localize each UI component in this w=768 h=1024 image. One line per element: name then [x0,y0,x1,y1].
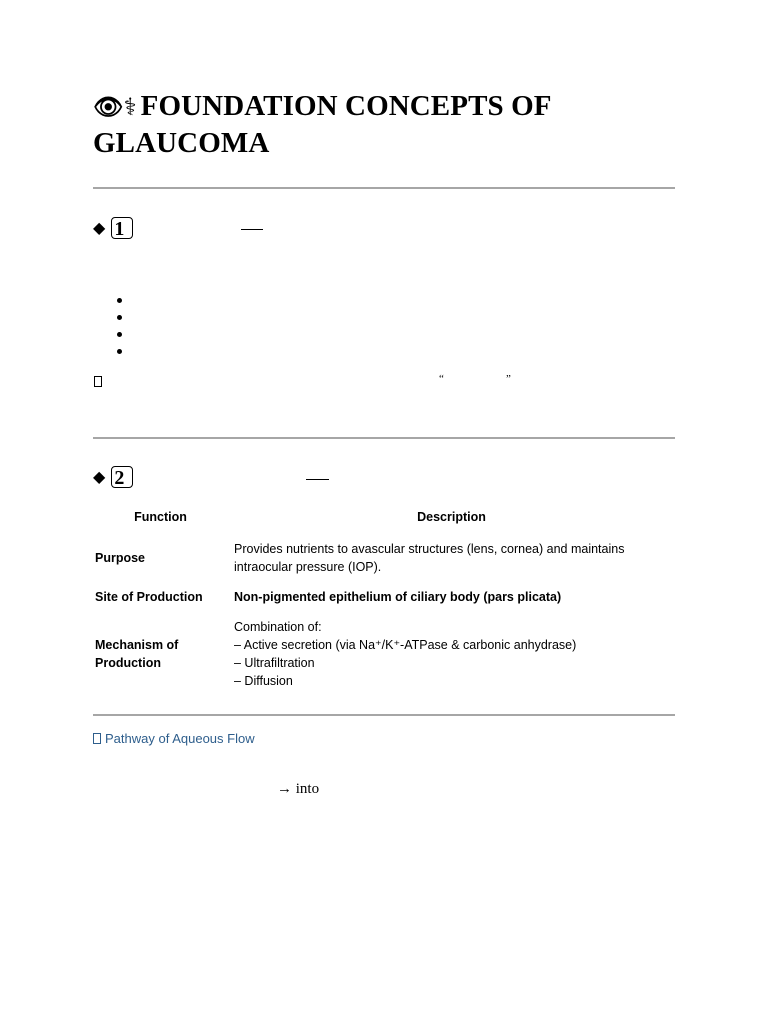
description-cell [228,534,675,582]
section-number: 1 [111,217,133,239]
description-line: – Diffusion [234,674,293,688]
missing-glyph-icon [94,376,102,387]
section-2-heading [93,464,133,490]
function-cell: Site of Production [95,590,203,604]
missing-glyph-icon [93,733,101,744]
pathway-link-label: Pathway of Aqueous Flow [105,731,255,746]
description-line: – Ultrafiltration [234,656,315,670]
flow-text: → into [277,781,320,797]
description-line: intraocular pressure (IOP). [234,560,382,574]
divider [93,187,675,189]
divider [93,437,675,439]
aqueous-humor-table [93,506,675,696]
open-quote: “ [439,373,444,385]
dash [241,229,263,230]
function-line: Production [95,656,161,670]
dash [306,479,329,480]
section-number: 2 [111,466,133,488]
divider [93,714,675,716]
table-row [93,612,675,696]
table-header-row [93,506,675,534]
bullet-list [93,292,115,360]
title-text: FOUNDATION CONCEPTS OF GLAUCOMA [93,90,551,159]
section-1-heading [93,215,133,241]
function-cell: Purpose [95,551,146,565]
document-page [93,0,675,1024]
description-line: Combination of: [234,620,322,634]
description-line: – Active secretion (via Na⁺/K⁺-ATPase & carbonic anhydrase) [234,638,577,652]
diamond-icon: ◆ [93,467,106,486]
function-line: Mechanism of [95,638,179,652]
description-cell: Non-pigmented epithelium of ciliary body (pars plicata) [234,590,562,604]
page-title [93,88,675,161]
description-line: Provides nutrients to avascular structures (lens, cornea) and maintains [234,542,625,556]
description-cell [228,612,675,696]
diamond-icon: ◆ [93,218,106,237]
pathway-link[interactable] [93,731,255,746]
table-row [93,582,675,612]
column-header: Function [134,510,187,524]
close-quote: ” [506,373,511,385]
function-cell [93,612,228,696]
table-row [93,534,675,582]
column-header: Description [417,510,486,524]
eye-medical-icon: 👁⚕ [93,93,137,121]
